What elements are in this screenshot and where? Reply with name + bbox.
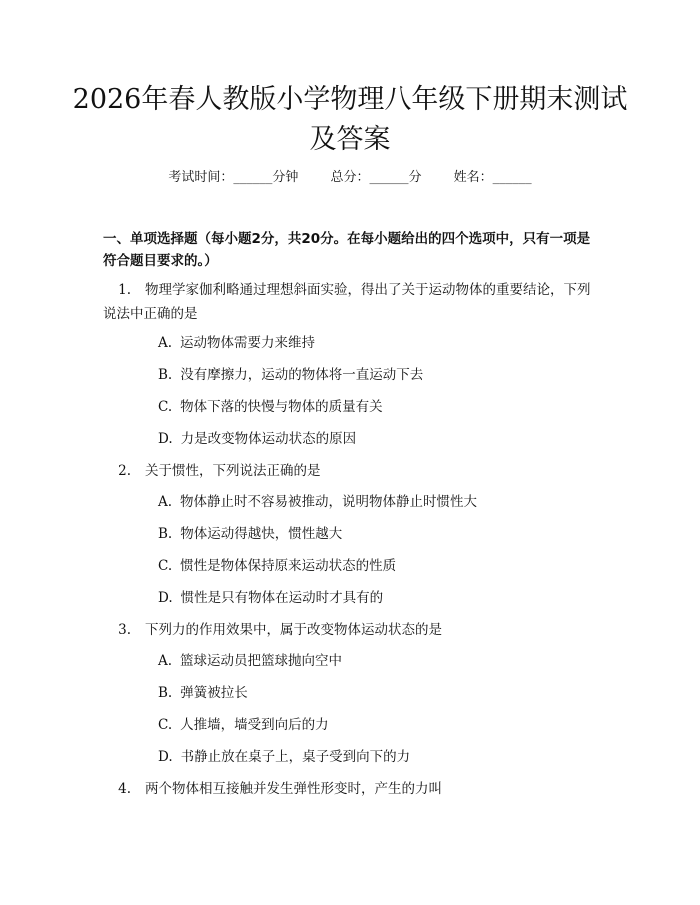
page-title: 2026年春人教版小学物理八年级下册期末测试及答案 <box>72 84 628 155</box>
option-letter: C. <box>158 558 173 574</box>
option-letter: A. <box>158 335 173 351</box>
option-text: 运动物体需要力来维持 <box>180 335 316 351</box>
option-letter: D. <box>158 431 173 447</box>
option-text: 人推墙，墙受到向后的力 <box>180 717 329 733</box>
option-text: 弹簧被拉长 <box>180 685 248 701</box>
question-number: 2. <box>118 463 131 479</box>
question-1 <box>103 278 603 326</box>
option-letter: C. <box>158 399 173 415</box>
question-4 <box>103 777 603 801</box>
option-text: 篮球运动员把篮球抛向空中 <box>180 653 343 669</box>
option-letter: A. <box>158 653 173 669</box>
option-text: 惯性是只有物体在运动时才具有的 <box>180 590 384 606</box>
student-name-field: 姓名：______ <box>453 170 532 185</box>
question-3 <box>103 618 603 642</box>
question-text: 关于惯性，下列说法正确的是 <box>145 463 321 479</box>
question-number: 3. <box>118 622 131 638</box>
option-letter: B. <box>158 367 173 383</box>
option-letter: B. <box>158 526 173 542</box>
option-text: 惯性是物体保持原来运动状态的性质 <box>180 558 397 574</box>
option-letter: A. <box>158 494 173 510</box>
section-heading: 一、单项选择题（每小题2分，共20分。在每小题给出的四个选项中，只有一项是符合题目要求的。） <box>103 231 591 269</box>
option-text: 没有摩擦力，运动的物体将一直运动下去 <box>180 367 424 383</box>
option-1a <box>158 333 608 353</box>
question-number: 4. <box>118 781 131 797</box>
option-2d <box>158 588 608 608</box>
option-text: 力是改变物体运动状态的原因 <box>180 431 357 447</box>
option-letter: B. <box>158 685 173 701</box>
question-text: 物理学家伽利略通过理想斜面实验，得出了关于运动物体的重要结论，下列说法中正确的是 <box>103 282 591 322</box>
option-text: 物体下落的快慢与物体的质量有关 <box>180 399 383 415</box>
option-3b <box>158 683 608 703</box>
question-number: 1. <box>118 282 131 298</box>
option-1d <box>158 429 608 449</box>
question-text: 下列力的作用效果中，属于改变物体运动状态的是 <box>145 622 442 638</box>
option-3c <box>158 715 608 735</box>
question-2 <box>103 459 603 483</box>
question-text: 两个物体相互接触并发生弹性形变时，产生的力叫 <box>145 781 442 797</box>
option-2b <box>158 524 608 544</box>
exam-meta <box>0 168 700 188</box>
option-3a <box>158 651 608 671</box>
option-1c <box>158 397 608 417</box>
option-1b <box>158 365 608 385</box>
option-text: 物体运动得越快，惯性越大 <box>180 526 343 542</box>
option-letter: D. <box>158 749 173 765</box>
option-3d <box>158 747 608 767</box>
total-score-field: 总分：______分 <box>330 170 422 185</box>
option-2c <box>158 556 608 576</box>
exam-time-field: 考试时间：______分钟 <box>168 170 299 185</box>
option-text: 物体静止时不容易被推动，说明物体静止时惯性大 <box>180 494 478 510</box>
option-2a <box>158 492 608 512</box>
option-letter: C. <box>158 717 173 733</box>
option-letter: D. <box>158 590 173 606</box>
option-text: 书静止放在桌子上，桌子受到向下的力 <box>180 749 411 765</box>
